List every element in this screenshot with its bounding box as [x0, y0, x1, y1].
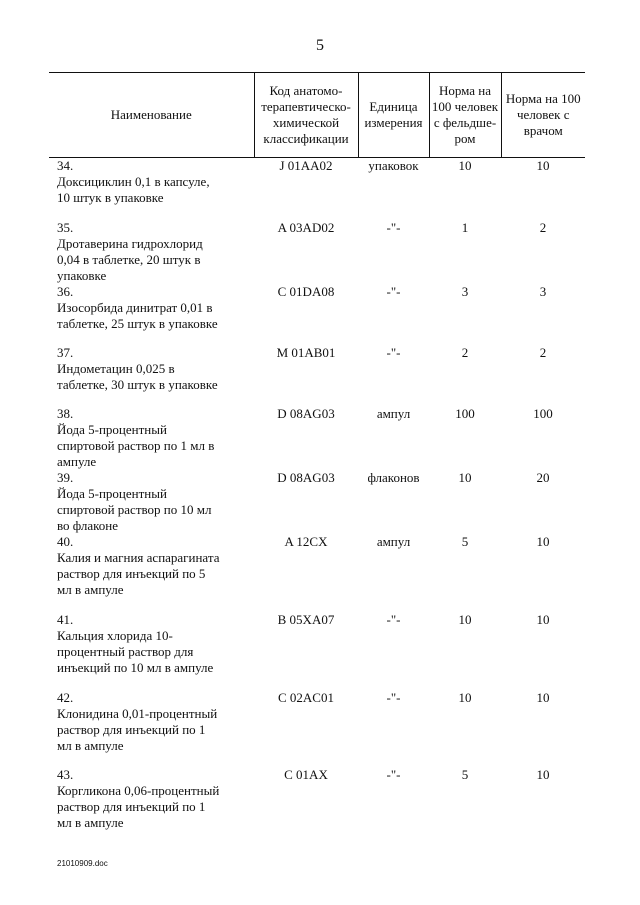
- cell-norm-feldsher: 10: [458, 689, 472, 705]
- cell-norm-doctor: 10: [536, 533, 550, 549]
- cell-norm-doctor: 20: [536, 469, 550, 485]
- cell-norm-feldsher: 5: [461, 533, 469, 549]
- cell-code: C 02AC01: [278, 689, 334, 705]
- medication-name: Доксициклин 0,1 в капсуле, 10 штук в упаковке: [57, 174, 210, 205]
- cell-code: A 12CX: [284, 533, 328, 549]
- cell-code: D 08AG03: [277, 469, 335, 485]
- cell-name: [49, 158, 254, 220]
- cell-name: [49, 284, 254, 345]
- cell-name: [49, 470, 254, 534]
- table-row: [49, 470, 585, 534]
- medication-name: Коргликона 0,06-процентный раствор для инъекций по 1 мл в ампуле: [57, 782, 220, 830]
- row-number: 38.: [57, 405, 74, 421]
- header-norm-feldsher: Норма на 100 человек с фельдше-ром: [429, 73, 501, 158]
- cell-code: M 01AB01: [276, 344, 336, 360]
- header-norm-doctor: Норма на 100 человек с врачом: [501, 73, 585, 158]
- medication-name: Кальция хлорида 10-процентный раствор для инъекций по 10 мл в ампуле: [57, 627, 214, 675]
- cell-norm-doctor: 100: [533, 405, 553, 421]
- cell-code: D 08AG03: [277, 405, 335, 421]
- row-number: 42.: [57, 689, 74, 705]
- table-row: [49, 767, 585, 844]
- cell-name: [49, 534, 254, 612]
- header-unit: Единица измерения: [358, 73, 429, 158]
- row-number: 35.: [57, 219, 74, 235]
- table-header: [49, 73, 585, 158]
- medication-name: Дротаверина гидрохлорид 0,04 в таблетке, 20 штук в упаковке: [57, 235, 203, 283]
- page-number: 5: [316, 37, 324, 54]
- file-footer: 21010909.doc: [57, 859, 108, 868]
- table-row: [49, 284, 585, 345]
- cell-unit: -"-: [386, 766, 401, 782]
- medication-name: Йода 5-процентный спиртовой раствор по 1 мл в ампуле: [57, 421, 215, 469]
- cell-code: C 01DA08: [277, 283, 335, 299]
- medication-name: Клонидина 0,01-процентный раствор для инъекций по 1 мл в ампуле: [57, 705, 218, 753]
- cell-code: B 05XA07: [277, 611, 335, 627]
- cell-unit: -"-: [386, 689, 401, 705]
- cell-unit: ампул: [376, 405, 411, 421]
- cell-norm-feldsher: 100: [455, 405, 475, 421]
- medication-name: Йода 5-процентный спиртовой раствор по 10 мл во флаконе: [57, 485, 212, 533]
- cell-norm-doctor: 10: [536, 158, 550, 173]
- cell-norm-feldsher: 10: [458, 158, 472, 173]
- cell-norm-doctor: 2: [539, 219, 547, 235]
- medication-norms-table: [49, 72, 585, 844]
- cell-name: [49, 220, 254, 284]
- medication-name: Изосорбида динитрат 0,01 в таблетке, 25 штук в упаковке: [57, 299, 218, 331]
- cell-code: C 01AX: [284, 766, 328, 782]
- cell-unit: ампул: [376, 533, 411, 549]
- table-row: [49, 690, 585, 767]
- table-row: [49, 406, 585, 470]
- cell-norm-feldsher: 10: [458, 469, 472, 485]
- cell-name: [49, 767, 254, 844]
- row-number: 34.: [57, 158, 74, 173]
- cell-code: A 03AD02: [277, 219, 335, 235]
- cell-unit: -"-: [386, 283, 401, 299]
- cell-name: [49, 612, 254, 690]
- cell-norm-doctor: 10: [536, 611, 550, 627]
- table-row: [49, 345, 585, 406]
- row-number: 39.: [57, 469, 74, 485]
- cell-unit: флаконов: [367, 469, 420, 485]
- table-row: [49, 158, 585, 220]
- row-number: 43.: [57, 766, 74, 782]
- header-name: Наименование: [49, 73, 254, 158]
- table-row: [49, 220, 585, 284]
- row-number: 36.: [57, 283, 74, 299]
- cell-name: [49, 406, 254, 470]
- row-number: 37.: [57, 344, 74, 360]
- cell-unit: -"-: [386, 611, 401, 627]
- medication-name: Индометацин 0,025 в таблетке, 30 штук в упаковке: [57, 360, 218, 392]
- cell-norm-feldsher: 5: [461, 766, 469, 782]
- cell-unit: -"-: [386, 219, 401, 235]
- table-body: [49, 158, 585, 844]
- cell-norm-feldsher: 3: [461, 283, 469, 299]
- cell-name: [49, 690, 254, 767]
- table-row: [49, 612, 585, 690]
- table-row: [49, 534, 585, 612]
- cell-name: [49, 345, 254, 406]
- cell-norm-doctor: 10: [536, 689, 550, 705]
- cell-norm-feldsher: 10: [458, 611, 472, 627]
- cell-norm-feldsher: 1: [461, 219, 469, 235]
- cell-norm-feldsher: 2: [461, 344, 469, 360]
- cell-norm-doctor: 3: [539, 283, 547, 299]
- cell-unit: -"-: [386, 344, 401, 360]
- cell-norm-doctor: 10: [536, 766, 550, 782]
- medication-name: Калия и магния аспарагината раствор для инъекций по 5 мл в ампуле: [57, 549, 220, 597]
- row-number: 40.: [57, 533, 74, 549]
- cell-norm-doctor: 2: [539, 344, 547, 360]
- row-number: 41.: [57, 611, 74, 627]
- cell-code: J 01AA02: [279, 158, 333, 173]
- header-code: Код анатомо-терапевтическо-химической классификации: [254, 73, 358, 158]
- cell-unit: упаковок: [368, 158, 419, 173]
